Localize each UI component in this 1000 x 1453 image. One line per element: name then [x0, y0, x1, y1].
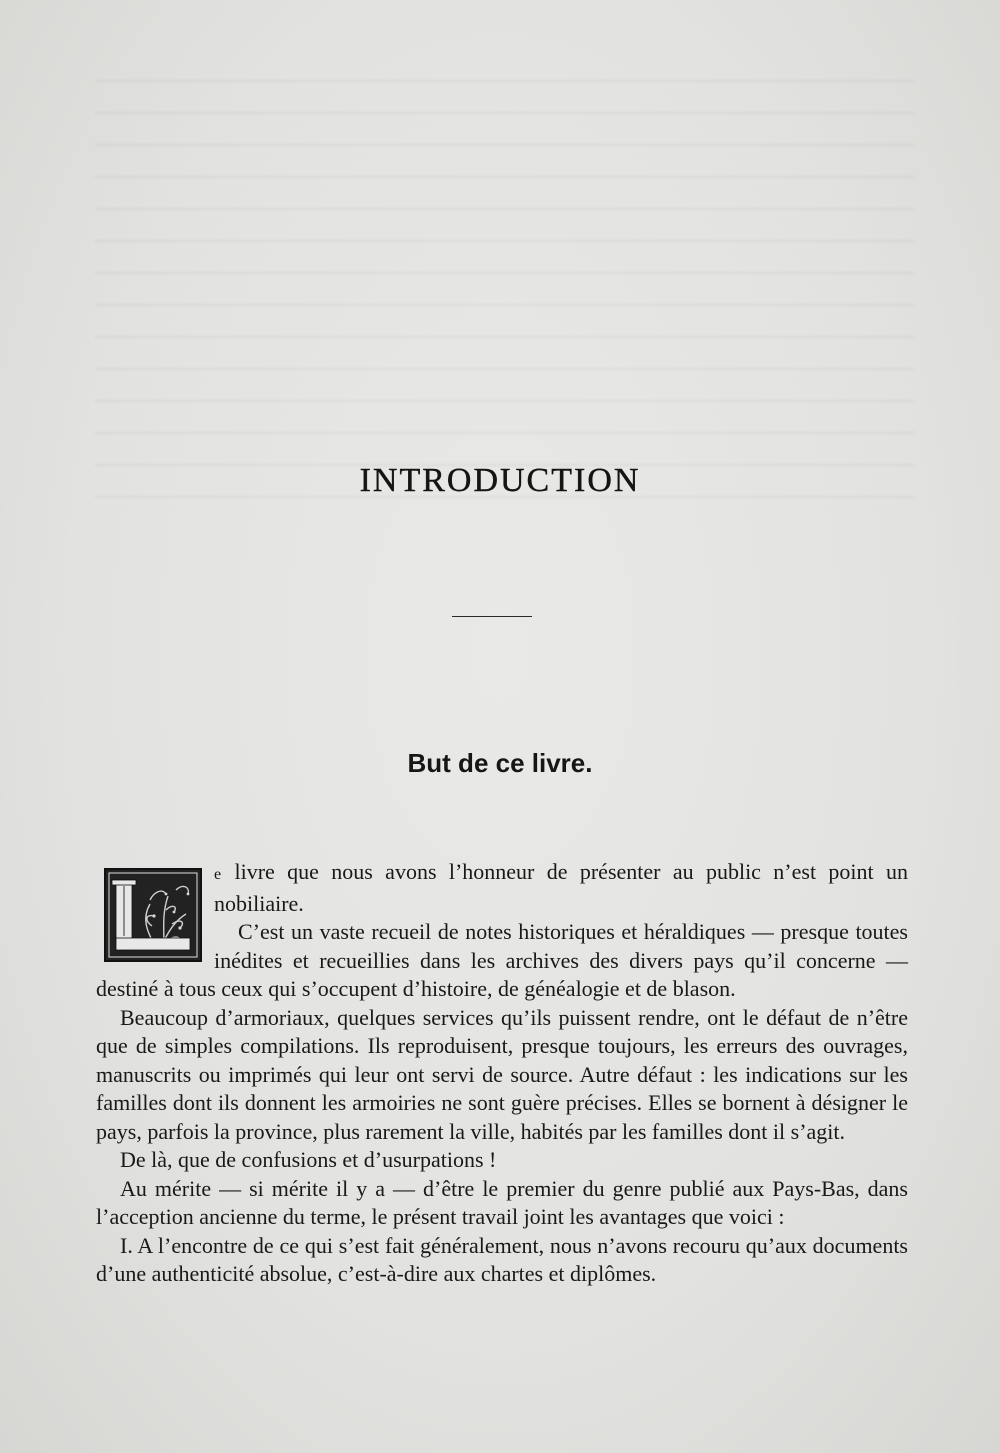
title-rule-divider: [452, 616, 532, 617]
paragraph-3: Beaucoup d’armoriaux, quelques services qu’ils puissent rendre, ont le défaut de n’être que de simples compilations. Ils reproduisent, presque toujours, les erreurs des ouvrages, manuscrits ou imprimés qui leur ont servi de source. Autre défaut : les indications sur les familles dont ils donnent les armoiries ne sont guère précises. Elles se bornent à désigner le pays, parfois la province, plus rarement la ville, habités par les familles dont il s’agit.: [96, 1004, 908, 1144]
section-heading: But de ce livre.: [407, 748, 593, 778]
paragraph-1: [96, 858, 908, 918]
paragraph-1-text: livre que nous avons l’honneur de présenter au public n’est point un nobiliaire.: [214, 859, 908, 916]
initial-small-capital: e: [214, 866, 223, 883]
show-through-text: [95, 80, 915, 500]
page-title: INTRODUCTION: [359, 462, 641, 499]
paragraph-4: De là, que de confusions et d’usurpations !: [120, 1147, 497, 1172]
paragraph-2: C’est un vaste recueil de notes historiques et héraldiques — presque toutes inédites et recueillies dans les archives des divers pays qu’il concerne — destiné à tous ceux qui s’occupent d’histoire, de généalogie et de blason.: [96, 919, 908, 1001]
paragraph-5: Au mérite — si mérite il y a — d’être le premier du genre publié aux Pays-Bas, dans l’acception ancienne du terme, le présent travail joint les avantages que voici :: [96, 1175, 908, 1229]
paragraph-6: I. A l’encontre de ce qui s’est fait généralement, nous n’avons recouru qu’aux documents d’une authenticité absolue, c’est-à-dire aux chartes et diplômes.: [96, 1232, 908, 1286]
ornamental-initial-letter-icon: [104, 868, 202, 962]
body-text: [96, 858, 908, 1289]
